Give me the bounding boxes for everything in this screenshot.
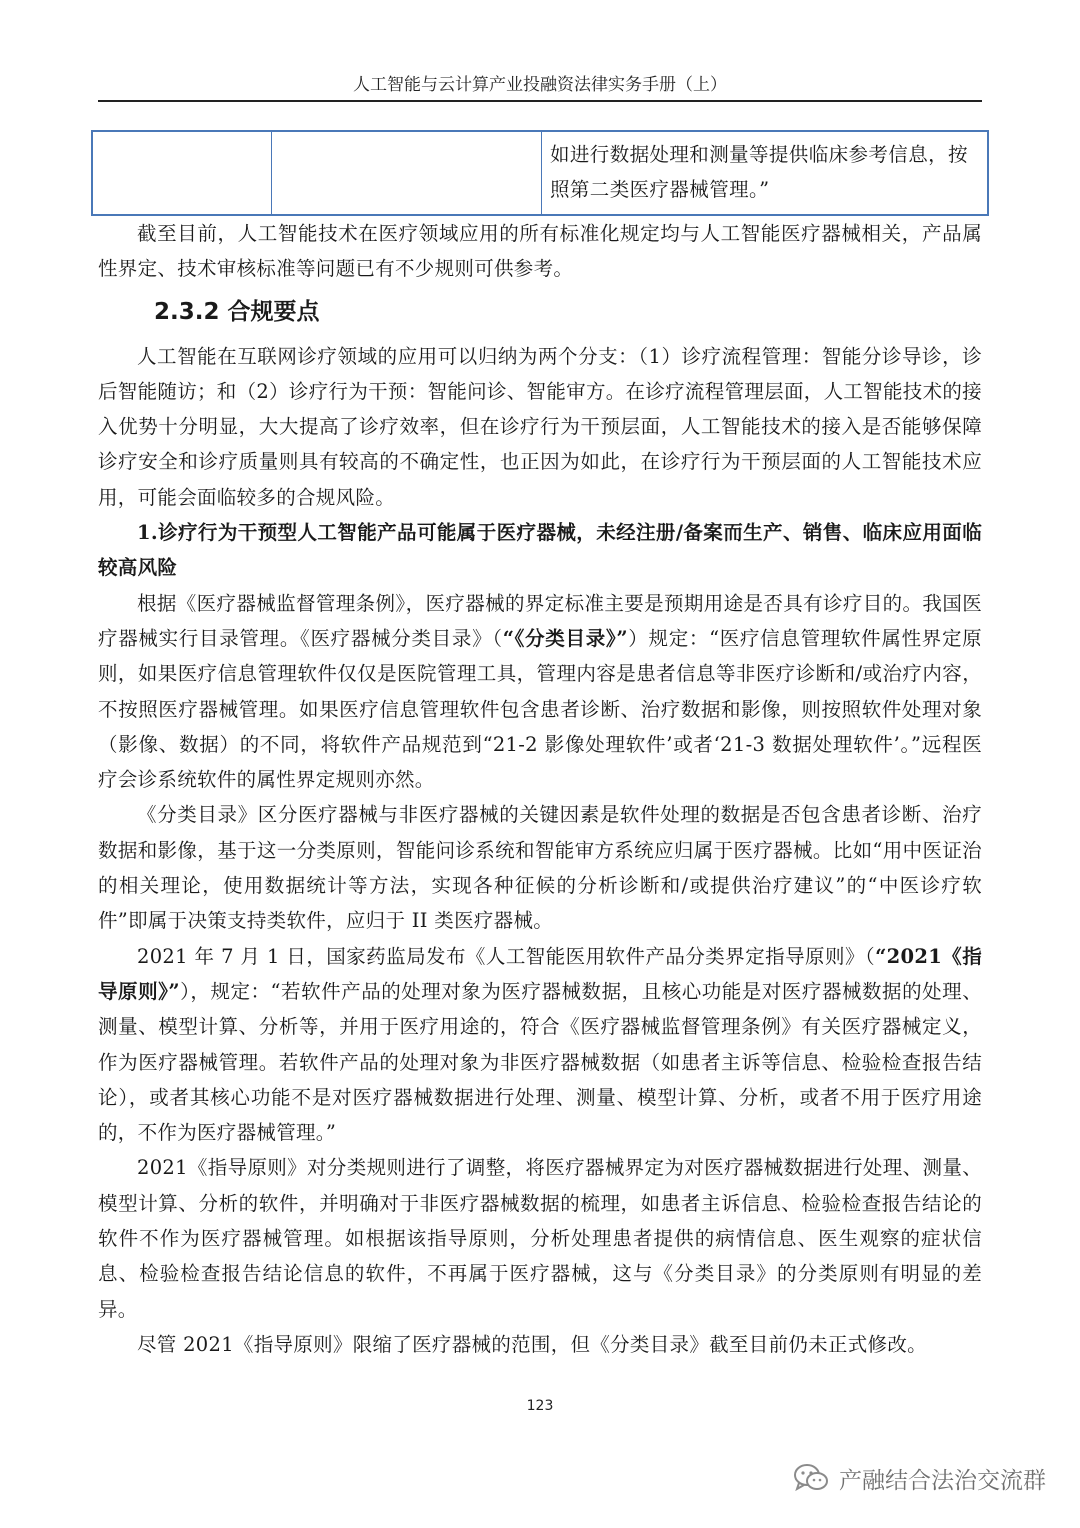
page-number: 123: [526, 1398, 554, 1414]
paragraph-conclusion: 尽管 2021《指导原则》限缩了医疗器械的范围，但《分类目录》截至目前仍未正式修改。: [137, 1332, 927, 1356]
table-cell-col2: [272, 132, 542, 214]
paragraph-intro: 截至目前，人工智能技术在医疗领域应用的所有标准化规定均与人工智能医疗器械相关，产品属性界定、技术审核标准等问题已有不少规则可供参考。: [98, 222, 982, 281]
paragraph-guideline-part-c: ），规定：“若软件产品的处理对象为医疗器械数据，且核心功能是对医疗器械数据的处理、测量、模型计算、分析等，并用于医疗用途的，符合《医疗器械监督管理条例》有关医疗器械定义，作为医疗器械管理。若软件产品的处理对象为非医疗器械数据（如患者主诉等信息、检验检查报告结论），或者其核心功能不是对医疗器械数据进行处理、测量、模型计算、分析，或者不用于医疗用途的，不作为医疗器械管理。”: [98, 979, 982, 1145]
table-cell-col3: 如进行数据处理和测量等提供临床参考信息，按照第二类医疗器械管理。”: [550, 143, 968, 201]
defined-term-guideline: “2021《指导原则》”: [98, 944, 982, 1003]
table-fragment: [91, 130, 989, 216]
header-divider: [98, 100, 982, 102]
paragraph-regulation: [98, 586, 982, 798]
running-header: 人工智能与云计算产业投融资法律实务手册（上）: [353, 75, 727, 95]
defined-term-catalog: “《分类目录》”: [502, 626, 628, 650]
paragraph-branches: 人工智能在互联网诊疗领域的应用可以归纳为两个分支：（1）诊疗流程管理：智能分诊导诊，诊后智能随访；和（2）诊疗行为干预：智能问诊、智能审方。在诊疗流程管理层面，人工智能技术的接入优势十分明显，大大提高了诊疗效率，但在诊疗行为干预层面，人工智能技术的接入是否能够保障诊疗安全和诊疗质量则具有较高的不确定性，也正因为如此，在诊疗行为干预层面的人工智能技术应用，可能会面临较多的合规风险。: [98, 344, 982, 509]
wechat-icon: [793, 1463, 829, 1493]
table-cell-col1: [93, 132, 272, 214]
paragraph-adjustment: 2021《指导原则》对分类规则进行了调整，将医疗器械界定为对医疗器械数据进行处理、测量、模型计算、分析的软件，并明确对于非医疗器械数据的梳理，如患者主诉信息、检验检查报告结论的软件不作为医疗器械管理。如根据该指导原则，分析处理患者提供的病情信息、医生观察的症状信息、检验检查报告结论信息的软件，不再属于医疗器械，这与《分类目录》的分类原则有明显的差异。: [98, 1156, 982, 1321]
watermark-text: 产融结合法治交流群: [839, 1467, 1046, 1494]
page-body: [98, 216, 982, 1362]
paragraph-guideline-part-a: 2021 年 7 月 1 日，国家药监局发布《人工智能医用软件产品分类界定指导原则》（: [137, 944, 876, 968]
paragraph-catalog: 《分类目录》区分医疗器械与非医疗器械的关键因素是软件处理的数据是否包含患者诊断、治疗数据和影像，基于这一分类原则，智能问诊系统和智能审方系统应归属于医疗器械。比如“用中医证治的相关理论，使用数据统计等方法，实现各种征候的分析诊断和/或提供治疗建议”的“中医诊疗软件”即属于决策支持类软件，应归于 II 类医疗器械。: [98, 803, 982, 933]
section-title: 2.3.2 合规要点: [154, 298, 320, 325]
paragraph-regulation-part-a: 根据《医疗器械监督管理条例》，医疗器械的界定标准主要是预期用途是否具有诊疗目的。我国医疗器械实行目录管理。《医疗器械分类目录》（: [98, 591, 982, 650]
subheading-risk: 1.诊疗行为干预型人工智能产品可能属于医疗器械，未经注册/备案而生产、销售、临床应用面临较高风险: [98, 521, 982, 580]
watermark: [793, 1460, 1046, 1496]
paragraph-regulation-part-c: ）规定：“医疗信息管理软件属性界定原则，如果医疗信息管理软件仅仅是医院管理工具，管理内容是患者信息等非医疗诊断和/或治疗内容，不按照医疗器械管理。如果医疗信息管理软件包含患者诊断、治疗数据和影像，则按照软件处理对象（影像、数据）的不同，将软件产品规范到“21-2 影像处理软件’或者‘21-3 数据处理软件’。”远程医疗会诊系统软件的属性界定规则亦然。: [98, 626, 982, 792]
paragraph-guideline: [98, 939, 982, 1151]
